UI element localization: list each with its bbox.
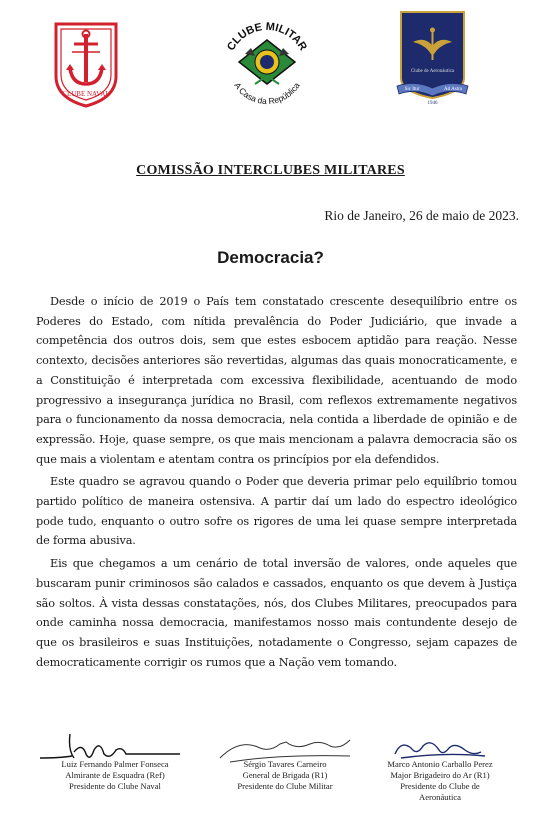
svg-text:A Casa da República: A Casa da República (232, 80, 302, 107)
clube-naval-logo (50, 20, 122, 108)
document-body (36, 292, 517, 675)
signature-block-naval (30, 728, 200, 808)
clube-aeronautica-logo (395, 8, 470, 108)
paragraph: Este quadro se agravou quando o Poder que deveria primar pelo equilíbrio tomou partido político de maneira ostensiva. A partir daí um lado do espectro ideológico pode tudo, enquanto o outro sofre os rigores de uma lei quase sempre interpretada de forma abusiva. (36, 475, 517, 548)
clube-militar-logo (215, 12, 320, 112)
signer-role: Presidente do Clube de (400, 781, 480, 791)
svg-text:1946: 1946 (427, 101, 438, 106)
signer-role-cont: Aeronáutica (419, 792, 461, 802)
svg-text:Ad Astra: Ad Astra (444, 87, 462, 92)
paragraph: Desde o início de 2019 o País tem constatado crescente desequilíbrio entre os Poderes do Estado, com nítida prevalência do Poder Judiciário, que invade a competência dos outros dois, sem que estes esbocem aptidão para reação. Nesse contexto, decisões anteriores são revertidas, algumas das quais monocraticamente, e a Constituição é interpretada com excessiva flexibilidade, acentuando de modo progressivo a insegurança jurídica no Brasil, com reflexos extremamente negativos para o funcionamento da nossa democracia, nela contida a liberdade de opinião e de expressão. Hoje, quase sempre, os que mais mencionam a palavra democracia são os que mais a violentam e atentam contra os princípios por ela defendidos. (36, 295, 517, 466)
signature-block-aeronautica (355, 728, 525, 808)
svg-text:CLUBE MILITAR: CLUBE MILITAR (225, 20, 309, 53)
signer-rank: Almirante de Esquadra (Ref) (65, 770, 165, 780)
clube-militar-emblem-icon (215, 12, 320, 112)
dateline: Rio de Janeiro, 26 de maio de 2023. (324, 208, 519, 223)
svg-text:Clube de Aeronáutica: Clube de Aeronáutica (410, 69, 455, 74)
svg-text:Sic Itur: Sic Itur (404, 87, 420, 92)
anchor-icon (50, 20, 122, 108)
svg-text:CLUBE NAVAL: CLUBE NAVAL (62, 90, 110, 98)
paragraph: Eis que chegamos a um cenário de total inversão de valores, onde aqueles que buscaram punir criminosos são calados e cassados, enquanto os que devem à Justiça são soltos. À vista dessas constatações, nós, dos Clubes Militares, preocupados para onde caminha nossa democracia, manifestamos nosso mais contundente desejo de que os brasileiros e suas Instituições, notadamente o Congresso, sejam capazes de democraticamente corrigir os rumos que a Nação vem tomando. (36, 557, 517, 669)
signer-rank: General de Brigada (R1) (242, 770, 328, 780)
signer-role: Presidente do Clube Naval (69, 781, 161, 791)
document-heading: COMISSÃO INTERCLUBES MILITARES (136, 163, 405, 178)
signer-name: Marco Antonio Carballo Perez (387, 759, 493, 769)
signer-role: Presidente do Clube Militar (237, 781, 333, 791)
signature-block-militar (200, 728, 370, 808)
signer-name: Luiz Fernando Palmer Fonseca (61, 759, 169, 769)
signer-name: Sérgio Tavares Carneiro (243, 759, 327, 769)
wings-emblem-icon (395, 8, 470, 108)
document-title: Democracia? (217, 248, 324, 267)
signer-rank: Major Brigadeiro do Ar (R1) (390, 770, 490, 780)
